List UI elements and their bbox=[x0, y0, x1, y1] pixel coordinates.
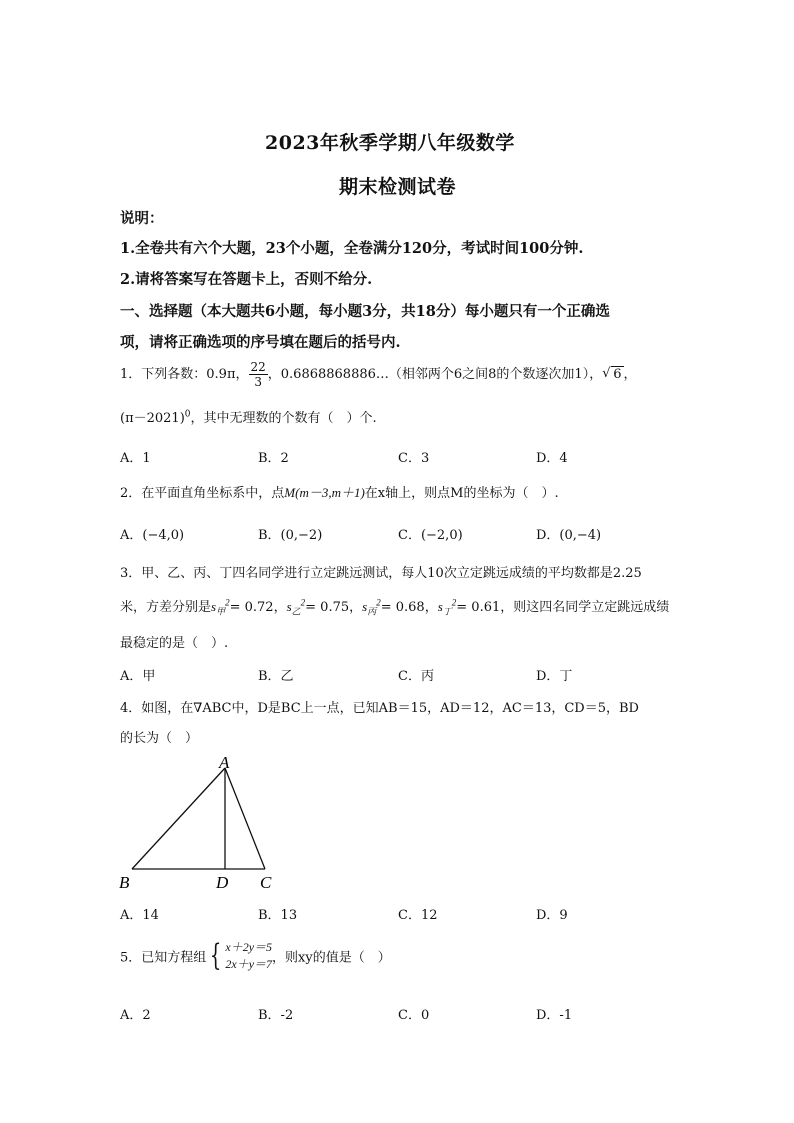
q1-option-d[interactable]: D．4 bbox=[536, 451, 568, 466]
q3-option-a[interactable]: A．甲 bbox=[120, 669, 156, 684]
question-2-text-a: 2．在平面直角坐标系中，点 bbox=[120, 486, 285, 501]
question-3-line-3: 最稳定的是（ ）. bbox=[120, 636, 229, 651]
q1-option-a[interactable]: A．1 bbox=[120, 451, 151, 466]
q1-option-b[interactable]: B．2 bbox=[258, 451, 289, 466]
question-1-number-a: 0.9π， bbox=[206, 367, 249, 382]
question-4-line-2: 的长为（ ） bbox=[120, 731, 199, 746]
fraction-denominator: 3 bbox=[254, 375, 262, 389]
question-5-text-b: ，则xy的值是（ ） bbox=[272, 950, 391, 966]
question-3-text-b: 则这四名同学立定跳远成绩 bbox=[513, 600, 670, 615]
page-subtitle: 期末检测试卷 bbox=[339, 176, 457, 198]
q5-option-a[interactable]: A．2 bbox=[120, 1008, 151, 1023]
question-3-text-a: 米，方差分别是 bbox=[120, 600, 212, 615]
side-ab bbox=[132, 768, 225, 869]
question-3-line-2 bbox=[120, 596, 669, 618]
q4-option-d[interactable]: D．9 bbox=[536, 908, 568, 923]
question-4-line-1: 4．如图，在∇ABC中，D是BC上一点，已知AB＝15，AD＝12，AC＝13，CD＝5，BD bbox=[120, 701, 639, 716]
variance-ding-value: = 0.61， bbox=[456, 600, 514, 615]
question-2-text-b: 在x轴上，则点M的坐标为（ ）. bbox=[364, 486, 559, 501]
equation-1: x＋2y＝5 bbox=[225, 940, 273, 954]
variance-yi-value: = 0.75， bbox=[305, 600, 363, 615]
q4-option-c[interactable]: C．12 bbox=[398, 908, 438, 923]
q5-option-b[interactable]: B．-2 bbox=[258, 1008, 294, 1023]
q3-option-c[interactable]: C．丙 bbox=[398, 669, 434, 684]
label-a: A bbox=[219, 753, 230, 772]
page-title: 2023年秋季学期八年级数学 bbox=[265, 132, 515, 154]
q2-option-d[interactable]: D．(0,−4) bbox=[536, 528, 602, 543]
section-heading-line-1: 一、选择题（本大题共6小题，每小题3分，共18分）每小题只有一个正确选 bbox=[120, 303, 610, 320]
question-1-line-1 bbox=[120, 360, 637, 389]
variance-yi: $s_乙^2$ bbox=[286, 597, 306, 617]
brace-icon: { bbox=[210, 938, 222, 973]
q5-option-c[interactable]: C．0 bbox=[398, 1008, 430, 1023]
q3-option-b[interactable]: B．乙 bbox=[258, 669, 294, 684]
variance-jia: $s_甲^2$ bbox=[211, 597, 230, 617]
q1-option-c[interactable]: C．3 bbox=[398, 451, 430, 466]
question-5-text-a: 5．已知方程组 bbox=[120, 950, 207, 966]
sub-ding: 丁 bbox=[442, 606, 452, 617]
label-b: B bbox=[119, 873, 130, 892]
side-ac bbox=[225, 768, 265, 869]
question-1-number: 1．下列各数： bbox=[120, 367, 207, 382]
question-1-prompt: ，其中无理数的个数有（ ）个. bbox=[190, 411, 377, 426]
question-1-exponent: 0 bbox=[184, 409, 191, 420]
question-1-number-b: ，0.6868868886…（相邻两个6之间8的个数逐次加1）， bbox=[267, 367, 603, 382]
q2-option-a[interactable]: A．(−4,0) bbox=[120, 528, 185, 543]
equation-system bbox=[225, 939, 272, 973]
variance-bing: $s_丙^2$ bbox=[362, 597, 381, 617]
q2-option-b[interactable]: B．(0,−2) bbox=[258, 528, 323, 543]
question-1-comma: ， bbox=[623, 367, 637, 382]
label-d: D bbox=[216, 873, 229, 892]
label-c: C bbox=[260, 873, 272, 892]
variance-jia-value: = 0.72， bbox=[229, 600, 287, 615]
fraction-22-3 bbox=[249, 360, 268, 389]
q5-option-d[interactable]: D．-1 bbox=[536, 1008, 573, 1023]
sub-yi: 乙 bbox=[291, 606, 301, 617]
sub-bing: 丙 bbox=[367, 606, 377, 617]
question-5 bbox=[120, 939, 391, 973]
triangle-figure bbox=[110, 752, 310, 892]
question-2-point: M(m－3,m＋1) bbox=[284, 485, 365, 500]
equation-2: 2x＋y＝7 bbox=[225, 957, 273, 971]
q4-option-b[interactable]: B．13 bbox=[258, 908, 298, 923]
question-2 bbox=[120, 482, 559, 501]
section-heading-line-2: 项，请将正确选项的序号填在题后的括号内. bbox=[120, 334, 401, 351]
sqrt-radicand: 6 bbox=[613, 367, 622, 382]
q3-option-d[interactable]: D．丁 bbox=[536, 669, 573, 684]
variance-bing-value: = 0.68， bbox=[380, 600, 438, 615]
intro-rule-2: 2.请将答案写在答题卡上，否则不给分. bbox=[120, 271, 373, 288]
question-1-line-2 bbox=[120, 407, 377, 426]
sqrt-6 bbox=[602, 367, 623, 382]
question-1-expression: (π－2021) bbox=[120, 411, 185, 426]
sub-jia: 甲 bbox=[216, 606, 226, 617]
variance-ding: $s_丁^2$ bbox=[437, 597, 457, 617]
fraction-numerator: 22 bbox=[250, 360, 266, 374]
intro-rule-1: 1.全卷共有六个大题，23个小题，全卷满分120分，考试时间100分钟. bbox=[120, 240, 584, 257]
question-3-line-1: 3．甲、乙、丙、丁四名同学进行立定跳远测试，每人10次立定跳远成绩的平均数都是2.25 bbox=[120, 566, 642, 581]
intro-label: 说明： bbox=[120, 210, 164, 227]
q4-option-a[interactable]: A．14 bbox=[120, 908, 159, 923]
q2-option-c[interactable]: C．(−2,0) bbox=[398, 528, 463, 543]
